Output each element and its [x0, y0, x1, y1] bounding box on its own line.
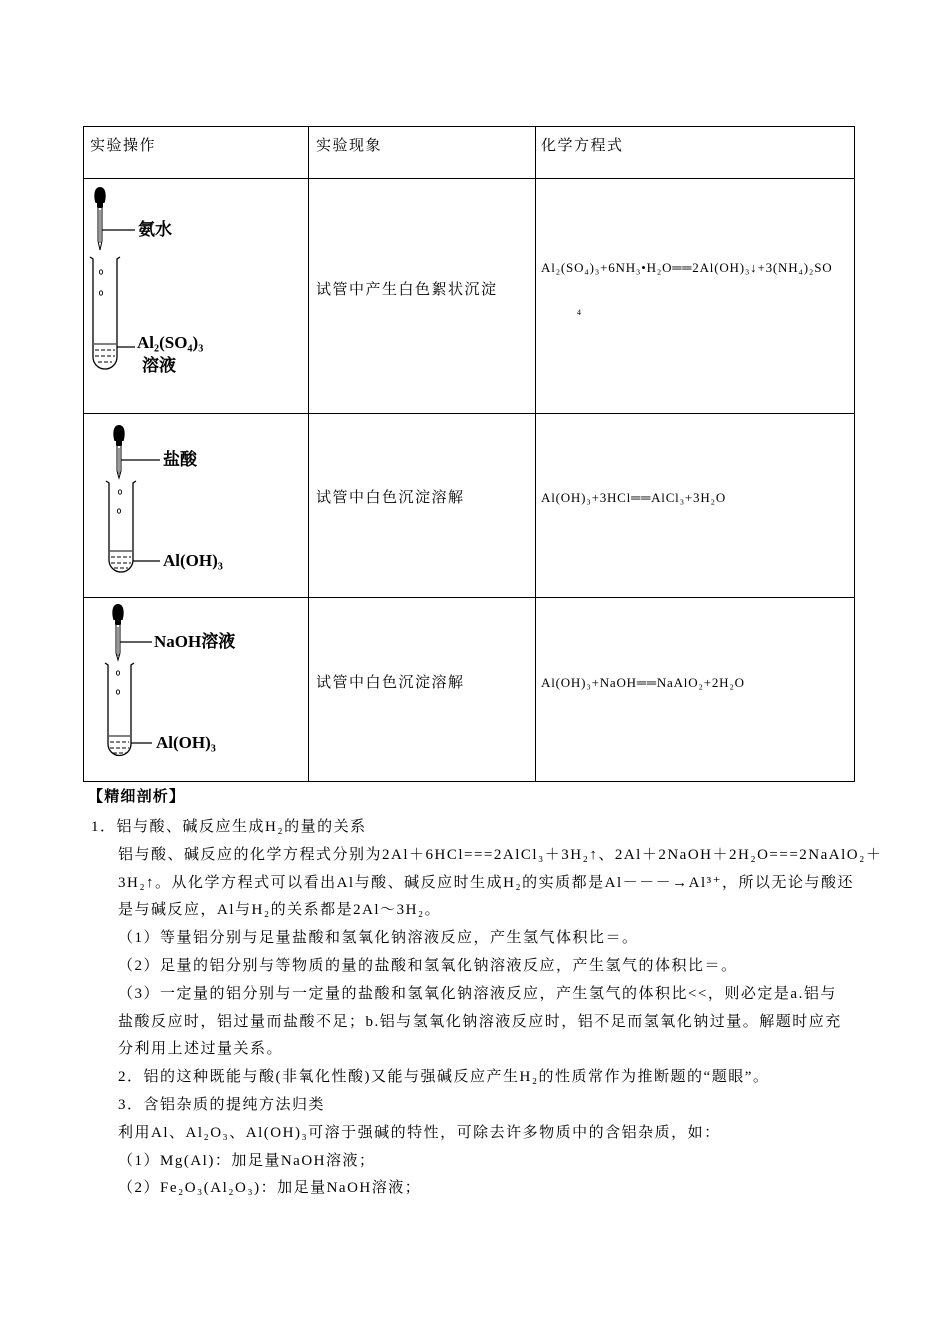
experiment-table	[83, 126, 855, 782]
tube-contents-label: Al(OH)₃	[156, 733, 216, 752]
table-row	[84, 597, 854, 781]
dropper-bulb	[112, 604, 123, 620]
analysis-line: 利用Al、Al₂O₃、Al(OH)₃可溶于强碱的特性，可除去许多物质中的含铝杂质，如：	[118, 1124, 721, 1141]
analysis-line: 铝与酸、碱反应的化学方程式分别为2Al＋6HCl===2AlCl₃＋3H₂↑、2Al＋2NaOH＋2H₂O===2NaAlO₂＋	[118, 846, 883, 863]
dropper	[113, 425, 124, 478]
drop	[116, 690, 119, 694]
apparatus-drawing	[84, 179, 308, 413]
liquid	[110, 551, 132, 568]
analysis-line: （3）一定量的铝分别与一定量的盐酸和氢氧化钠溶液反应，产生氢气的体积比<<，则必定是a.铝与	[118, 985, 837, 1002]
test-tube	[105, 663, 134, 756]
equation-cell	[535, 414, 854, 597]
header-cell-operation	[84, 127, 308, 178]
dropper-collar	[97, 203, 103, 208]
analysis-line: 是与碱反应，Al与H₂的关系都是2Al～3H₂。	[118, 902, 442, 919]
header-equation: 化学方程式	[541, 138, 624, 154]
dropper-collar	[116, 441, 122, 446]
equation-cell	[535, 598, 854, 781]
liquid	[109, 736, 130, 753]
header-cell-phenomenon	[308, 127, 535, 178]
analysis-line: （2）Fe₂O₃(Al₂O₃)：加足量NaOH溶液；	[118, 1180, 422, 1197]
analysis-line: 分利用上述过量关系。	[118, 1041, 284, 1058]
dropper	[94, 187, 105, 250]
equation-text: Al(OH)₃+NaOH══NaAlO₂+2H₂O	[541, 675, 745, 690]
drop	[117, 509, 120, 513]
analysis-heading: 【精细剖析】	[88, 789, 186, 805]
equation-cell	[535, 179, 854, 413]
tube-contents-label-2: 溶液	[142, 356, 176, 375]
analysis-line: 3．含铝杂质的提纯方法归类	[118, 1096, 326, 1113]
operation-cell	[84, 598, 308, 781]
test-tube-outline	[106, 481, 136, 572]
analysis-line: （2）足量的铝分别与等物质的量的盐酸和氢氧化钠溶液反应，产生氢气的体积比＝。	[118, 957, 738, 974]
drop	[99, 291, 102, 295]
operation-cell	[84, 414, 308, 597]
drop	[99, 270, 102, 274]
phenomenon-text: 试管中白色沉淀溶解	[316, 675, 465, 691]
table-row	[84, 413, 854, 597]
phenomenon-text: 试管中白色沉淀溶解	[316, 490, 465, 506]
drop	[116, 671, 119, 675]
header-operation: 实验操作	[90, 138, 157, 154]
liquid	[94, 344, 116, 362]
equation-wrap-text: 4	[577, 308, 581, 317]
test-tube	[106, 481, 136, 572]
operation-cell	[84, 179, 308, 413]
test-tube	[90, 257, 120, 369]
analysis-body	[0, 814, 950, 1203]
dropper	[112, 604, 123, 660]
tube-contents-label: Al₂(SO₄)₃	[137, 333, 204, 352]
dropper-reagent-label: NaOH溶液	[154, 632, 236, 651]
analysis-line: 2．铝的这种既能与酸(非氧化性酸)又能与强碱反应产生H₂的性质常作为推断题的“题眼”。	[118, 1069, 770, 1086]
dropper-bulb	[113, 425, 124, 441]
analysis-line: 盐酸反应时，铝过量而盐酸不足；b.铝与氢氧化钠溶液反应时，铝不足而氢氧化钠过量。解题时应充	[118, 1013, 842, 1030]
phenomenon-cell	[308, 179, 535, 413]
phenomenon-cell	[308, 598, 535, 781]
tube-contents-label: Al(OH)₃	[163, 551, 223, 570]
header-phenomenon: 实验现象	[316, 138, 383, 154]
test-tube-outline	[90, 257, 120, 369]
table-header-row	[84, 127, 854, 178]
analysis-line: （1）Mg(Al)：加足量NaOH溶液；	[118, 1152, 376, 1169]
equation-text: Al(OH)₃+3HCl══AlCl₃+3H₂O	[541, 490, 727, 505]
analysis-line: 3H₂↑。从化学方程式可以看出Al与酸、碱反应时生成H₂的实质都是Al－－－→Al³⁺，所以无论与酸还	[118, 874, 855, 891]
drop	[118, 490, 121, 494]
dropper-reagent-label: 氨水	[138, 220, 172, 239]
analysis-line: 1．铝与酸、碱反应生成H₂的量的关系	[91, 819, 367, 835]
dropper-collar	[115, 620, 121, 625]
table-row	[84, 178, 854, 413]
header-cell-equation	[535, 127, 854, 178]
phenomenon-text: 试管中产生白色絮状沉淀	[316, 282, 498, 298]
equation-text: Al₂(SO₄)₃+6NH₃•H₂O══2Al(OH)₃↓+3(NH₄)₂SO	[541, 260, 833, 275]
dropper-reagent-label: 盐酸	[163, 450, 197, 469]
phenomenon-cell	[308, 414, 535, 597]
dropper-bulb	[94, 187, 105, 203]
apparatus-drawing	[84, 598, 308, 781]
analysis-line: （1）等量铝分别与足量盐酸和氢氧化钠溶液反应，产生氢气体积比＝。	[118, 930, 639, 947]
